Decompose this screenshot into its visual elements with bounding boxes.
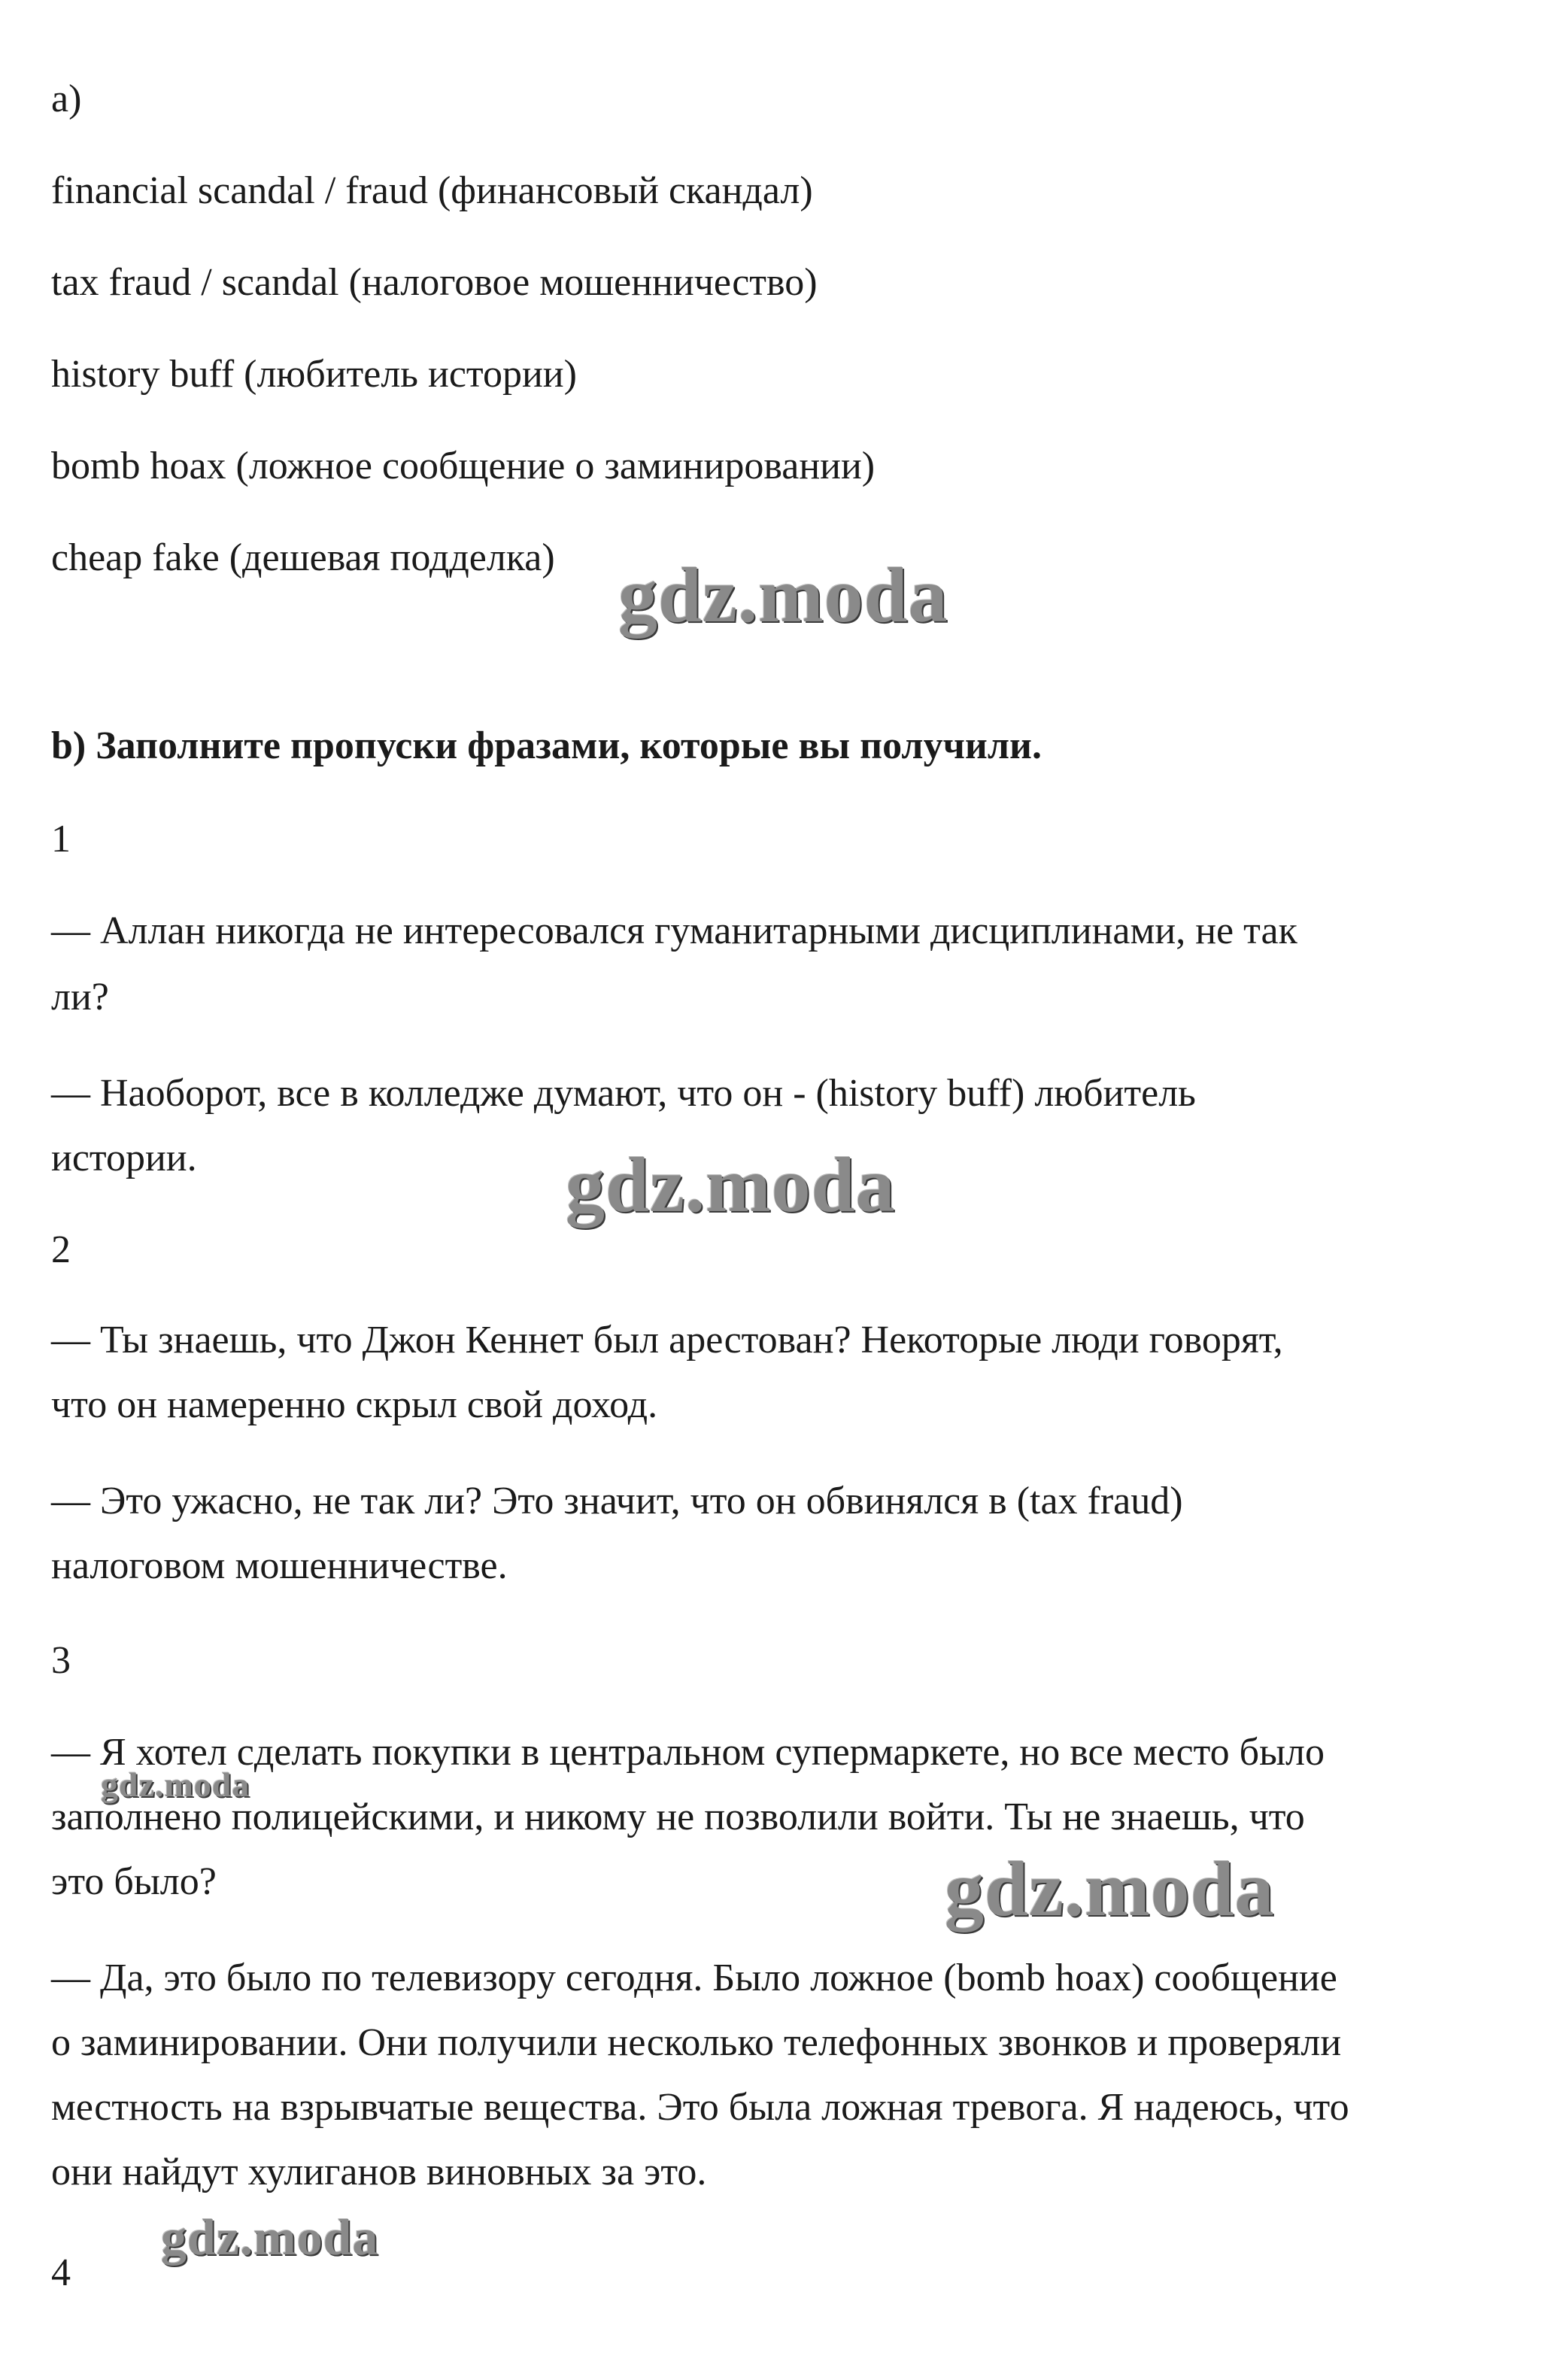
dialogue-line: налоговом мошенничестве. (51, 1544, 508, 1587)
dialogue-line: — Наоборот, все в колледже думают, что он - (history buff) любитель (51, 1072, 1196, 1115)
dialogue-line: они найдут хулиганов виновных за это. (51, 2151, 707, 2193)
phrase-item: history buff (любитель истории) (51, 353, 577, 396)
dialogue-line: ли? (51, 976, 109, 1018)
phrase-item: financial scandal / fraud (финансовый скандал) (51, 169, 813, 212)
dialogue-line: — Это ужасно, не так ли? Это значит, что он обвинялся в (tax fraud) (51, 1480, 1183, 1522)
watermark: gdz.moda (101, 1765, 250, 1804)
dialogue-line: это было? (51, 1860, 217, 1903)
dialogue-number: 2 (51, 1228, 71, 1271)
dialogue-number: 4 (51, 2251, 71, 2294)
dialogue-number: 1 (51, 818, 71, 861)
phrase-item: bomb hoax (ложное сообщение о заминировании) (51, 445, 876, 487)
watermark: gdz.moda (161, 2208, 379, 2266)
dialogue-line: — Да, это было по телевизору сегодня. Было ложное (bomb hoax) сообщение (51, 1957, 1337, 1999)
dialogue-line: истории. (51, 1137, 197, 1179)
watermark: gdz.moda (618, 552, 948, 639)
phrase-item: cheap fake (дешевая подделка) (51, 536, 555, 579)
dialogue-number: 3 (51, 1639, 71, 1682)
dialogue-line: — Аллан никогда не интересовался гуманитарными дисциплинами, не так (51, 909, 1297, 952)
dialogue-line: заполнено полицейскими, и никому не позволили войти. Ты не знаешь, что (51, 1796, 1305, 1838)
dialogue-line: о заминировании. Они получили несколько телефонных звонков и проверяли (51, 2021, 1342, 2064)
section-a-label: a) (51, 77, 82, 120)
dialogue-line: — Ты знаешь, что Джон Кеннет был арестован? Некоторые люди говорят, (51, 1319, 1283, 1362)
watermark: gdz.moda (945, 1846, 1275, 1932)
dialogue-line: — Я хотел сделать покупки в центральном супермаркете, но все место было (51, 1731, 1325, 1774)
watermark: gdz.moda (566, 1142, 896, 1228)
phrase-item: tax fraud / scandal (налоговое мошенничество) (51, 261, 818, 304)
section-b-heading: b) Заполните пропуски фразами, которые вы получили. (51, 724, 1042, 767)
dialogue-line: что он намеренно скрыл свой доход. (51, 1383, 658, 1426)
dialogue-line: местность на взрывчатые вещества. Это была ложная тревога. Я надеюсь, что (51, 2086, 1349, 2129)
